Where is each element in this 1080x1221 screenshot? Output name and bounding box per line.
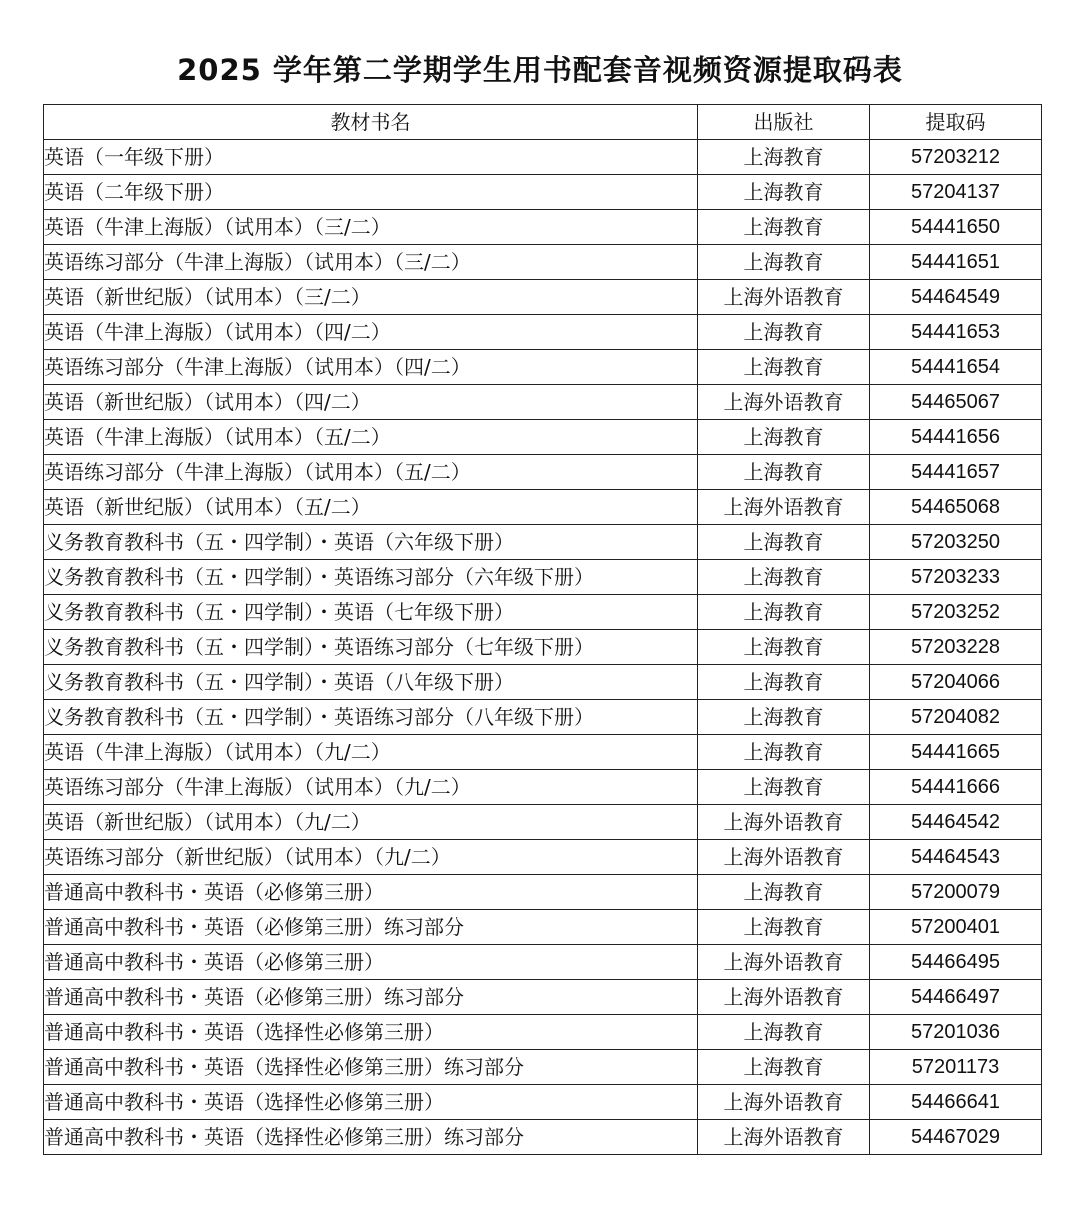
header-extraction-code: 提取码 <box>870 105 1042 140</box>
publisher-cell: 上海教育 <box>698 770 870 805</box>
book-title-cell: 英语（牛津上海版）（试用本）（四/二） <box>44 315 698 350</box>
table-row <box>44 490 1042 525</box>
table-row <box>44 735 1042 770</box>
publisher-cell: 上海外语教育 <box>698 490 870 525</box>
publisher-cell: 上海教育 <box>698 140 870 175</box>
extraction-code-cell: 57203233 <box>870 560 1042 595</box>
extraction-code-cell: 54467029 <box>870 1120 1042 1155</box>
extraction-code-cell: 57203252 <box>870 595 1042 630</box>
extraction-code-cell: 57203228 <box>870 630 1042 665</box>
extraction-code-cell: 57203250 <box>870 525 1042 560</box>
page-title: 2025 学年第二学期学生用书配套音视频资源提取码表 <box>177 53 903 87</box>
table-row <box>44 420 1042 455</box>
book-title-cell: 义务教育教科书（五・四学制）・英语（六年级下册） <box>44 525 698 560</box>
extraction-code-cell: 54441666 <box>870 770 1042 805</box>
table-row <box>44 1085 1042 1120</box>
table-row <box>44 840 1042 875</box>
book-title-cell: 英语练习部分（牛津上海版）（试用本）（四/二） <box>44 350 698 385</box>
book-title-cell: 英语（新世纪版）（试用本）（五/二） <box>44 490 698 525</box>
book-title-cell: 普通高中教科书・英语（必修第三册）练习部分 <box>44 910 698 945</box>
book-title-cell: 英语（牛津上海版）（试用本）（九/二） <box>44 735 698 770</box>
publisher-cell: 上海教育 <box>698 525 870 560</box>
publisher-cell: 上海教育 <box>698 245 870 280</box>
table-row <box>44 210 1042 245</box>
table-row <box>44 280 1042 315</box>
extraction-code-table <box>43 104 1042 1155</box>
publisher-cell: 上海教育 <box>698 315 870 350</box>
book-title-cell: 普通高中教科书・英语（必修第三册）练习部分 <box>44 980 698 1015</box>
header-publisher: 出版社 <box>698 105 870 140</box>
publisher-cell: 上海教育 <box>698 560 870 595</box>
book-title-cell: 英语（一年级下册） <box>44 140 698 175</box>
book-title-cell: 英语练习部分（新世纪版）（试用本）（九/二） <box>44 840 698 875</box>
table-row <box>44 875 1042 910</box>
table-row <box>44 175 1042 210</box>
publisher-cell: 上海教育 <box>698 1050 870 1085</box>
table-row <box>44 245 1042 280</box>
extraction-code-cell: 54441657 <box>870 455 1042 490</box>
extraction-code-cell: 54441656 <box>870 420 1042 455</box>
extraction-code-cell: 54441665 <box>870 735 1042 770</box>
extraction-code-cell: 57204137 <box>870 175 1042 210</box>
book-title-cell: 英语练习部分（牛津上海版）（试用本）（九/二） <box>44 770 698 805</box>
table-row <box>44 980 1042 1015</box>
book-title-cell: 义务教育教科书（五・四学制）・英语（七年级下册） <box>44 595 698 630</box>
publisher-cell: 上海外语教育 <box>698 1120 870 1155</box>
book-title-cell: 英语（新世纪版）（试用本）（三/二） <box>44 280 698 315</box>
publisher-cell: 上海教育 <box>698 735 870 770</box>
publisher-cell: 上海教育 <box>698 350 870 385</box>
table-row <box>44 1050 1042 1085</box>
book-title-cell: 英语练习部分（牛津上海版）（试用本）（三/二） <box>44 245 698 280</box>
book-title-cell: 普通高中教科书・英语（必修第三册） <box>44 945 698 980</box>
publisher-cell: 上海教育 <box>698 420 870 455</box>
extraction-code-cell: 54466641 <box>870 1085 1042 1120</box>
extraction-code-cell: 54441653 <box>870 315 1042 350</box>
publisher-cell: 上海教育 <box>698 630 870 665</box>
publisher-cell: 上海外语教育 <box>698 1085 870 1120</box>
table-row <box>44 455 1042 490</box>
publisher-cell: 上海外语教育 <box>698 385 870 420</box>
extraction-code-cell: 57200401 <box>870 910 1042 945</box>
table-row <box>44 700 1042 735</box>
book-title-cell: 英语（牛津上海版）（试用本）（三/二） <box>44 210 698 245</box>
publisher-cell: 上海外语教育 <box>698 980 870 1015</box>
publisher-cell: 上海教育 <box>698 910 870 945</box>
extraction-code-cell: 57204082 <box>870 700 1042 735</box>
extraction-code-cell: 57203212 <box>870 140 1042 175</box>
header-book-title: 教材书名 <box>44 105 698 140</box>
table-row <box>44 630 1042 665</box>
book-title-cell: 义务教育教科书（五・四学制）・英语练习部分（六年级下册） <box>44 560 698 595</box>
table-row <box>44 140 1042 175</box>
book-title-cell: 英语（新世纪版）（试用本）（九/二） <box>44 805 698 840</box>
extraction-code-cell: 57201173 <box>870 1050 1042 1085</box>
extraction-code-cell: 57204066 <box>870 665 1042 700</box>
extraction-code-cell: 54466495 <box>870 945 1042 980</box>
extraction-code-cell: 54441650 <box>870 210 1042 245</box>
publisher-cell: 上海教育 <box>698 700 870 735</box>
book-title-cell: 英语练习部分（牛津上海版）（试用本）（五/二） <box>44 455 698 490</box>
extraction-code-cell: 54441654 <box>870 350 1042 385</box>
publisher-cell: 上海教育 <box>698 210 870 245</box>
publisher-cell: 上海教育 <box>698 595 870 630</box>
book-title-cell: 英语（新世纪版）（试用本）（四/二） <box>44 385 698 420</box>
table-row <box>44 770 1042 805</box>
table-row <box>44 945 1042 980</box>
table-row <box>44 910 1042 945</box>
table-row <box>44 315 1042 350</box>
table-row <box>44 1015 1042 1050</box>
publisher-cell: 上海外语教育 <box>698 945 870 980</box>
table-row <box>44 595 1042 630</box>
publisher-cell: 上海外语教育 <box>698 280 870 315</box>
book-title-cell: 普通高中教科书・英语（选择性必修第三册） <box>44 1085 698 1120</box>
book-title-cell: 普通高中教科书・英语（选择性必修第三册）练习部分 <box>44 1120 698 1155</box>
publisher-cell: 上海外语教育 <box>698 805 870 840</box>
book-title-cell: 义务教育教科书（五・四学制）・英语练习部分（八年级下册） <box>44 700 698 735</box>
publisher-cell: 上海教育 <box>698 1015 870 1050</box>
book-title-cell: 英语（牛津上海版）（试用本）（五/二） <box>44 420 698 455</box>
book-title-cell: 义务教育教科书（五・四学制）・英语（八年级下册） <box>44 665 698 700</box>
extraction-code-cell: 54441651 <box>870 245 1042 280</box>
publisher-cell: 上海教育 <box>698 175 870 210</box>
book-title-cell: 英语（二年级下册） <box>44 175 698 210</box>
extraction-code-cell: 57201036 <box>870 1015 1042 1050</box>
extraction-code-cell: 54464542 <box>870 805 1042 840</box>
book-title-cell: 普通高中教科书・英语（选择性必修第三册）练习部分 <box>44 1050 698 1085</box>
table-row <box>44 1120 1042 1155</box>
extraction-code-cell: 57200079 <box>870 875 1042 910</box>
extraction-code-cell: 54466497 <box>870 980 1042 1015</box>
book-title-cell: 义务教育教科书（五・四学制）・英语练习部分（七年级下册） <box>44 630 698 665</box>
table-row <box>44 665 1042 700</box>
table-row <box>44 805 1042 840</box>
table-row <box>44 525 1042 560</box>
publisher-cell: 上海教育 <box>698 875 870 910</box>
publisher-cell: 上海外语教育 <box>698 840 870 875</box>
table-body <box>44 140 1042 1155</box>
extraction-code-cell: 54464549 <box>870 280 1042 315</box>
publisher-cell: 上海教育 <box>698 455 870 490</box>
table-row <box>44 385 1042 420</box>
table-row <box>44 350 1042 385</box>
table-header-row <box>44 105 1042 140</box>
publisher-cell: 上海教育 <box>698 665 870 700</box>
book-title-cell: 普通高中教科书・英语（必修第三册） <box>44 875 698 910</box>
table-row <box>44 560 1042 595</box>
extraction-code-cell: 54465067 <box>870 385 1042 420</box>
book-title-cell: 普通高中教科书・英语（选择性必修第三册） <box>44 1015 698 1050</box>
extraction-code-cell: 54465068 <box>870 490 1042 525</box>
extraction-code-cell: 54464543 <box>870 840 1042 875</box>
